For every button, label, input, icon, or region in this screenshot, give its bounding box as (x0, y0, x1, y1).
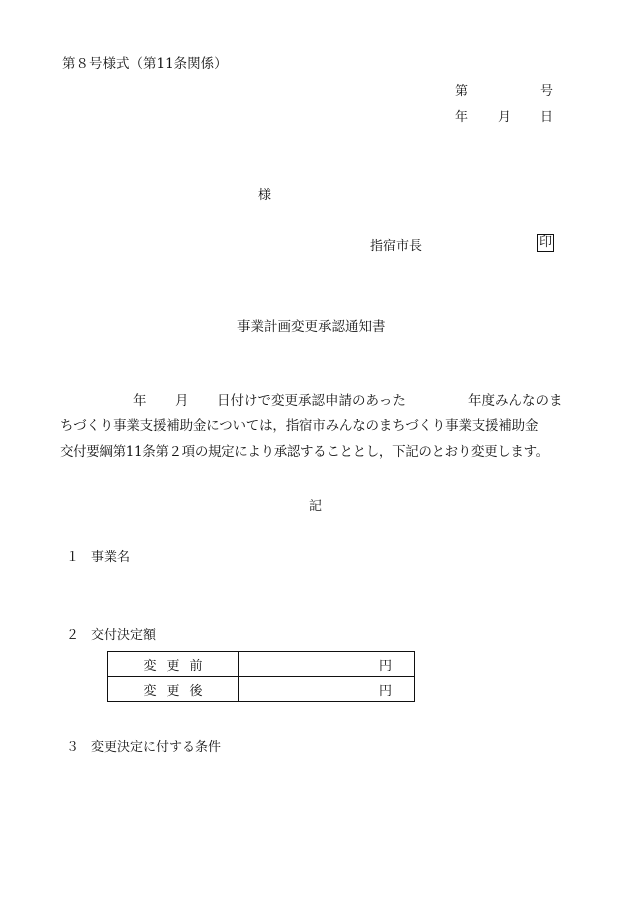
item-1 (66, 546, 130, 565)
item-3 (66, 736, 221, 755)
note-mark: 記 (309, 499, 323, 514)
body-month: 月 (175, 393, 189, 409)
body-line3: 交付要綱第11条第２項の規定により承認することとし，下記のとおり変更します。 (60, 444, 549, 460)
item-label: 変更決定に付する条件 (91, 740, 222, 755)
item-2 (66, 624, 156, 643)
body-line1-tail: 年度みんなのま (468, 393, 563, 409)
recipient-honorific: 様 (258, 188, 272, 203)
amount-value-before: 円 (239, 652, 415, 677)
table-row (108, 652, 415, 677)
item-number: １ (66, 550, 80, 565)
date-year: 年 (455, 110, 469, 125)
date-day: 日 (540, 110, 554, 125)
seal-mark: 印 (539, 235, 553, 250)
issuer-seal (537, 234, 554, 252)
item-label: 交付決定額 (91, 628, 157, 643)
amount-value-after: 円 (239, 677, 415, 702)
item-number: ３ (66, 740, 80, 755)
body-line1-text: 日付けで変更承認申請のあった (217, 393, 406, 409)
item-label: 事業名 (91, 550, 131, 565)
body-line2: ちづくり事業支援補助金については，指宿市みんなのまちづくり事業支援補助金 (60, 418, 539, 434)
amount-label-before: 変更前 (108, 652, 239, 677)
doc-number-prefix: 第 (455, 84, 469, 99)
amount-table (107, 651, 415, 702)
body-year: 年 (133, 393, 147, 409)
amount-label-after: 変更後 (108, 677, 239, 702)
date-month: 月 (498, 110, 512, 125)
document-title: 事業計画変更承認通知書 (237, 319, 386, 335)
form-number: 第８号様式（第11条関係） (62, 56, 228, 72)
table-row (108, 677, 415, 702)
item-number: ２ (66, 628, 80, 643)
doc-number-suffix: 号 (540, 84, 554, 99)
issuer-name: 指宿市長 (370, 239, 423, 254)
